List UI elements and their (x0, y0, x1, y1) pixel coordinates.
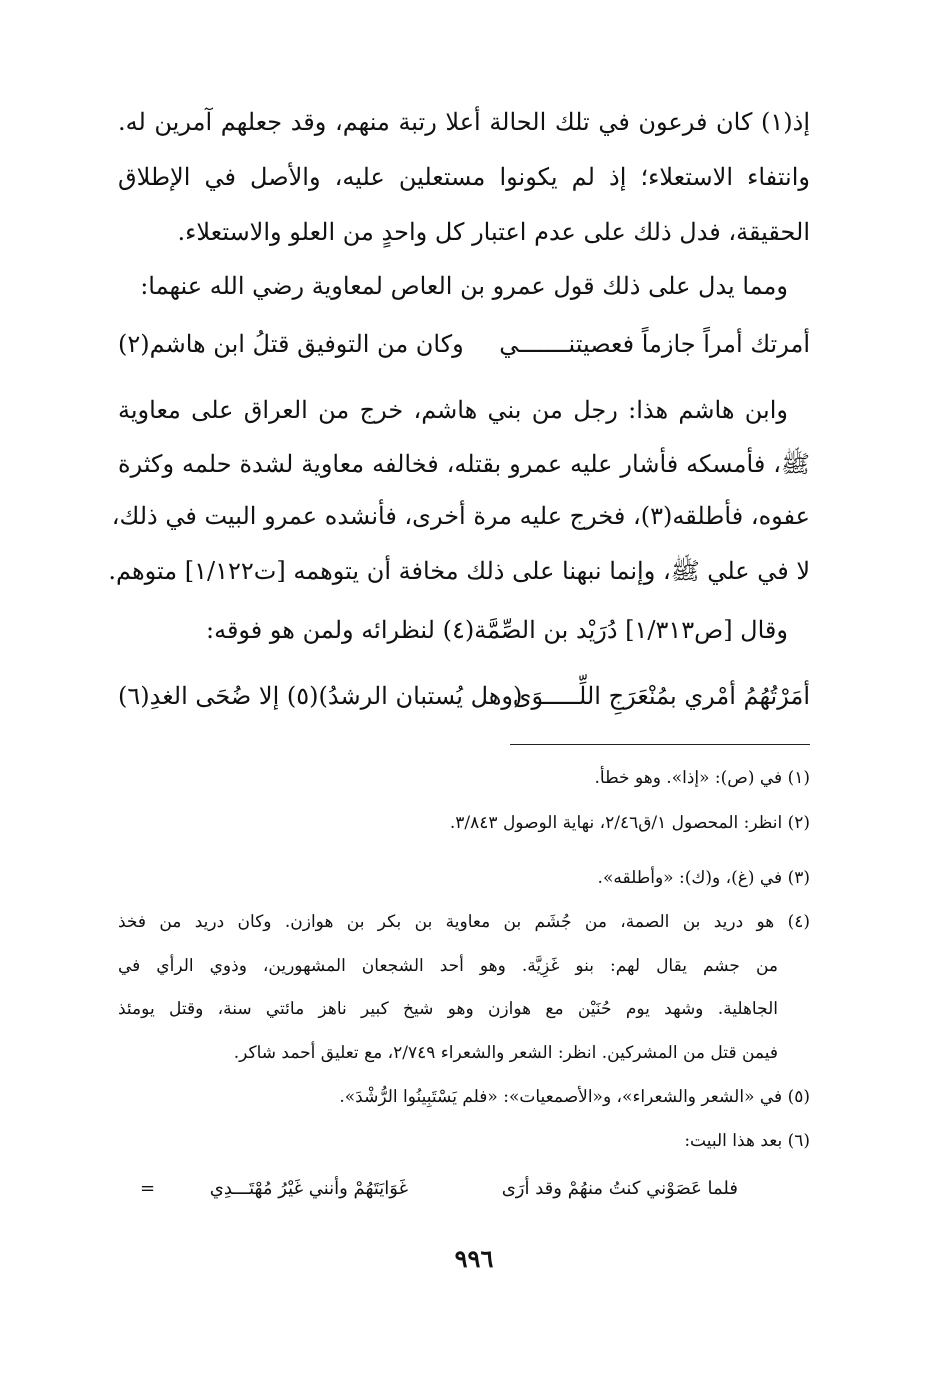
body-line-8: لا في علي ﷺ، وإنما نبهنا على ذلك مخافة أن يتوهمه [ت١/١٢٢] متوهم. (108, 557, 810, 585)
footnote-6: (٦) بعد هذا البيت: (684, 1131, 810, 1151)
footnote-5: (٥) في «الشعر والشعراء»، و«الأصمعيات»: «فلم يَسْتَبِينُوا الرُّشْدَ». (339, 1087, 810, 1107)
body-line-7: عفوه، فأطلقه(٣)، فخرج عليه مرة أخرى، فأنشده عمرو البيت في ذلك، (111, 502, 810, 530)
footnote-4-line-4: فيمن قتل من المشركين. انظر: الشعر والشعراء ٢/٧٤٩، مع تعليق أحمد شاكر. (233, 1043, 778, 1063)
footnote-4-line-1: (٤) هو دريد بن الصمة، من جُشَم بن معاوية بن بكر بن هوازن. وكان دريد من فخذ (118, 912, 810, 932)
body-line-1: إذ(١) كان فرعون في تلك الحالة أعلا رتبة منهم، وقد جعلهم آمرين له. (118, 108, 810, 136)
footnote-4-line-3: الجاهلية. وشهد يوم حُنَيْن مع هوازن وهو شيخ كبير ناهز مائتي سنة، وقتل يومئذ (118, 999, 778, 1019)
footnote-4-line-2: من جشم يقال لهم: بنو غَزِيَّة. وهو أحد الشجعان المشهورين، وذوي الرأي في (118, 956, 778, 976)
verse-1-first-hemistich: أمرتك أمراً جازماً فعصيتنـــــــي (499, 330, 810, 358)
body-line-6: ﷺ، فأمسكه فأشار عليه عمرو بقتله، فخالفه معاوية لشدة حلمه وكثرة (118, 450, 810, 478)
body-line-9: وقال [ص١/٣١٣] دُرَيْد بن الصِّمَّة(٤) لنظرائه ولمن هو فوقه: (205, 616, 788, 644)
body-line-2: وانتفاء الاستعلاء؛ إذ لم يكونوا مستعلين عليه، والأصل في الإطلاق (118, 163, 810, 191)
footnote-verse-first-hemistich: فلما عَصَوْني كنتُ منهُمْ وقد أرَى (501, 1178, 738, 1199)
body-line-3: الحقيقة، فدل ذلك على عدم اعتبار كل واحدٍ من العلو والاستعلاء. (177, 218, 810, 246)
verse-2-first-hemistich: أمَرْتُهُمُ أمْري بمُنْعَرَجِ اللِّـــــوَى (512, 682, 810, 710)
body-line-5: وابن هاشم هذا: رجل من بني هاشم، خرج من العراق على معاوية (118, 396, 788, 424)
body-line-4: ومما يدل على ذلك قول عمرو بن العاص لمعاوية رضي الله عنهما: (140, 272, 788, 300)
footnote-verse-second-hemistich: غَوَايَتَهُمْ وأنني غَيْرُ مُهْتَـــدِي (209, 1178, 408, 1199)
continuation-marker: = (140, 1178, 156, 1199)
footnote-3: (٣) في (غ)، و(ك): «وأطلقه». (597, 868, 810, 888)
page-number: ٩٩٦ (454, 1244, 494, 1273)
footnote-1: (١) في (ص): «إذا». وهو خطأ. (594, 768, 810, 788)
verse-2-second-hemistich: (وهل يُستبان الرشدُ)(٥) إلا ضُحَى الغدِ(٦) (118, 682, 523, 710)
footnote-2: (٢) انظر: المحصول ١/ق٢/٤٦، نهاية الوصول ٣/٨٤٣. (449, 813, 810, 833)
verse-1-second-hemistich: وكان من التوفيق قتلُ ابن هاشم(٢) (118, 330, 464, 358)
footnote-divider (510, 744, 810, 745)
